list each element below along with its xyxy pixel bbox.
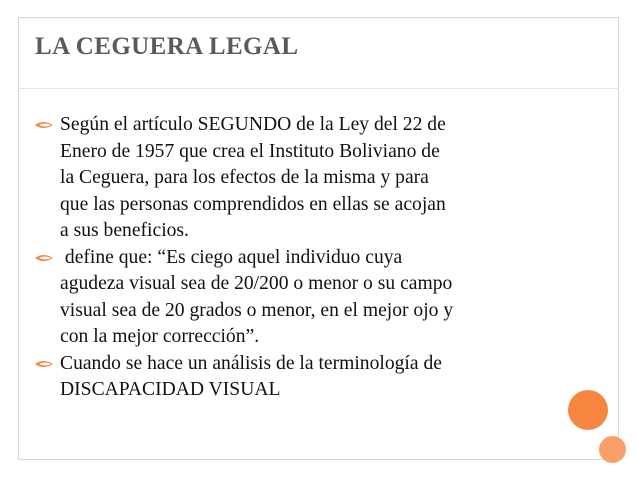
bullet-line: la Ceguera, para los efectos de la misma y para: [60, 167, 429, 188]
bullet-line: agudeza visual sea de 20/200 o menor o su campo: [60, 273, 453, 294]
arrow-bullet-icon: [34, 118, 54, 132]
bullet-line: con la mejor corrección”.: [60, 326, 260, 347]
bullet-line: Según el artículo SEGUNDO de la Ley del 22 de: [60, 114, 446, 135]
bullet-line: DISCAPACIDAD VISUAL: [60, 379, 281, 400]
bullet-line: define que: “Es ciego aquel individuo cuya: [60, 246, 403, 268]
bullet-line: que las personas comprendidos en ellas se acojan: [60, 193, 446, 215]
slide-title: LA CEGUERA LEGAL: [35, 33, 299, 60]
decorative-circle-small: [599, 436, 626, 463]
decorative-circle-large: [568, 390, 608, 430]
bullet-item: [34, 112, 554, 245]
arrow-bullet-icon: [34, 357, 54, 371]
bullet-line: visual sea de 20 grados o menor, en el mejor ojo y: [60, 299, 454, 321]
bullet-line: Cuando se hace un análisis de la terminología de: [60, 352, 442, 374]
arrow-bullet-icon: [34, 251, 54, 265]
bullet-item: [34, 351, 554, 404]
bullet-line: Enero de 1957 que crea el Instituto Boliviano de: [60, 140, 440, 162]
bullet-item: [34, 245, 554, 351]
bullet-line: a sus beneficios.: [60, 220, 189, 241]
bullet-list: [34, 112, 554, 404]
title-divider: [19, 88, 619, 89]
